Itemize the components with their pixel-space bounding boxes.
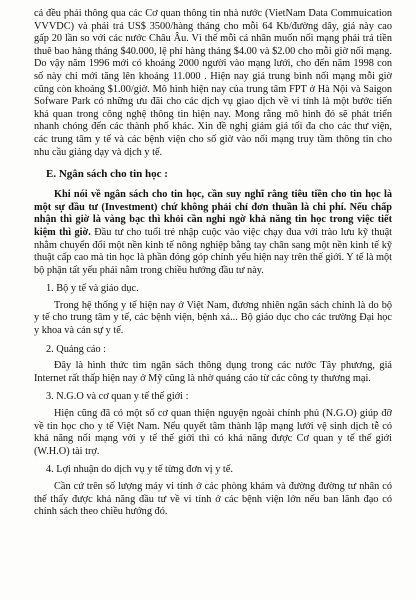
item-4-heading: 4. Lợi nhuận do dịch vụ y tế từng đơn vị y tế. [46, 464, 233, 476]
item-2-paragraph: Đây là hình thức tìm ngân sách thông dụng trong các nước Tây phương, giá Internet rất thấp hiện nay ở Mỹ cũng là nhờ quảng cáo từ các công ty thương mại. [34, 360, 392, 384]
item-1-heading: 1. Bộ y tế và giáo dục. [46, 283, 139, 295]
item-2-heading: 2. Quảng cáo : [46, 343, 107, 355]
item-3-heading: 3. N.G.O và cơ quan y tế thế giới : [46, 391, 189, 403]
item-4-paragraph: Cần cứ trên số lượng máy vi tính ở các phòng khám và đường đường tư nhân có thể thấy được khả năng đầu tư về vi tính ở các bệnh viện lớn nếu ban lãnh đạo có chính sách theo chiều hướng đó. [34, 481, 392, 518]
document-body [34, 8, 392, 519]
section-heading: E. Ngân sách cho tin học : [46, 168, 168, 181]
intro-paragraph: cả đều phải thông qua các Cơ quan thông tin nhà nước (VietNam Data Commuication VVVDC) và phải trả US$ 3500/hàng tháng cho mỗi 64 Kb/đường dây, giá này cao gấp 20 lần so với các nước Châu Âu. Vì thế mỗi cá nhân muốn nối mạng phải trả tiền thuê bao hàng tháng $40.000, lệ phí hàng tháng $4.00 và $2.00 cho mỗi giờ nối mạng. Do vậy năm 1996 mới có khoảng 2000 người vào mạng lưới, cho đến năm 1998 con số này chỉ mới tăng lên khoảng 11.000 . Hiện nay giá trung bình nối mạng mỗi giờ cũng còn khoảng $1.00/giờ. Mô hình hiện nay của trung tâm FPT ở Hà Nội và Saigon Sofware Park có những ưu đãi cho các dịch vụ giao dịch về vi tính là một bước tiến khả quan trong công nghệ thông tin hiện nay. Mong rằng mô hình đó sẽ phát triển nhanh chóng đến các thành phố khác. Xin đề nghị giảm giá tối đa cho các thư viện, các trung tâm y tế và các bệnh viện cho số giờ vào nối mạng truy tầm thông tin cho nhu cầu giảng dạy và dịch y tế. [34, 8, 392, 158]
budget-paragraph [34, 189, 392, 277]
budget-paragraph-bold: Khi nói về ngân sách cho tin học, cần suy nghĩ rằng tiêu tiền cho tin học là một sự đầu tư (Investment) chứ không phải chỉ đơn thuần là chi phí. Nếu chấp nhận thì giờ là vàng bạc thì khỏi cần nghi ngờ khả năng tin học trong việc tiết kiệm thì giờ. [34, 189, 392, 238]
item-3-paragraph: Hiện cũng đã có một số cơ quan thiện nguyện ngoài chính phủ (N.G.O) giúp đỡ về tin học cho y tế Việt Nam. Nếu quyết tâm thành lập mạng lưới vệ sinh dịch tễ có khả năng nối mạng với y tế thế giới thì có khả năng được Cơ quan y tế thế giới (W.H.O) tài trợ. [34, 408, 392, 457]
item-1-paragraph: Trong hệ thống y tế hiện nay ở Việt Nam, đương nhiên ngân sách chính là do bộ y tế cho trung tâm y tế, các bệnh viện, bệnh xá... Bộ giáo dục cho các trường Đại học y khoa và cán sự y tế. [34, 299, 392, 337]
budget-paragraph-rest: Đầu tư cho tuổi trẻ nhập cuộc vào việc chạy đua với trào lưu kỹ thuật nhằm chuyển đổi một nền kinh tế nông nghiệp bằng tay chân sang một nền kinh tế kỹ thuật cấp cao mà tin học là phần đóng góp chính yếu hiện nay trên thế giới. Y tế là một bộ phận tất yếu phải nằm trong chiều hướng đầu tư này. [34, 226, 392, 276]
